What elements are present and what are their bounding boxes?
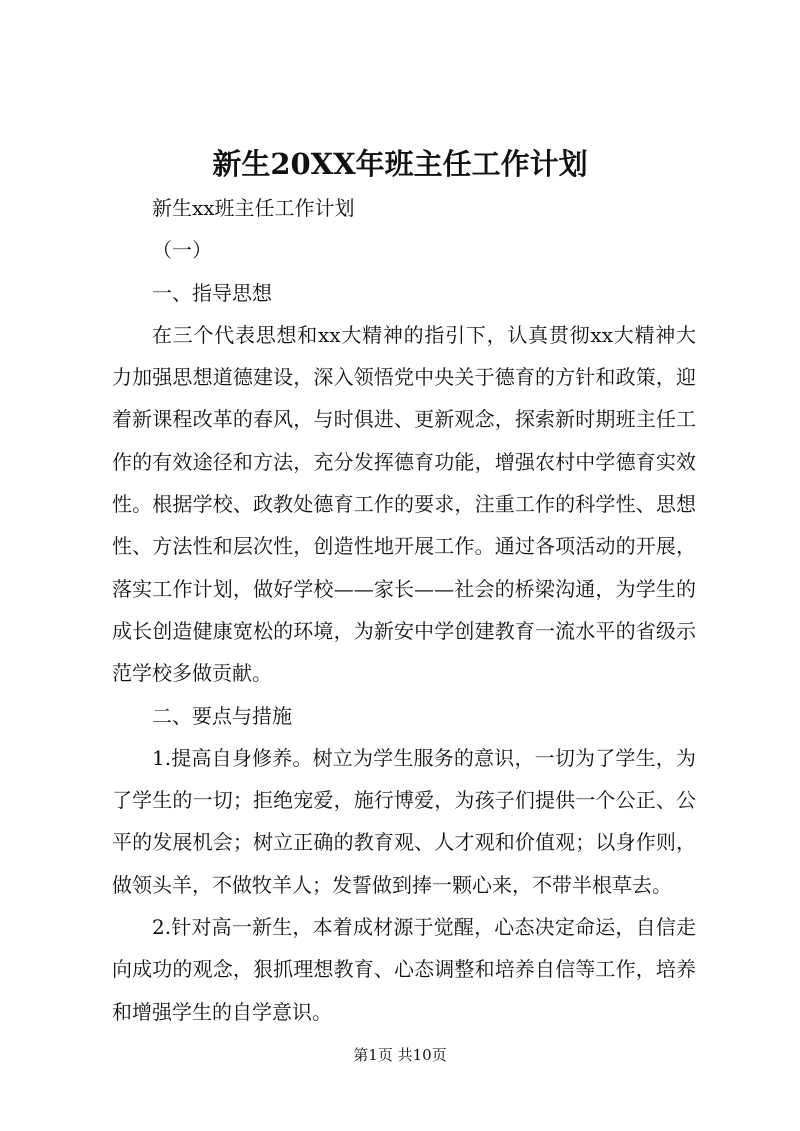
body-paragraph: 1.提高自身修养。树立为学生服务的意识，一切为了学生，为了学生的一切；拒绝宠爱，施行博爱，为孩子们提供一个公正、公平的发展机会；树立正确的教育观、人才观和价值观；以身作则，做领头羊，不做牧羊人；发誓做到捧一颗心来，不带半根草去。 bbox=[112, 745, 696, 897]
section-number-paragraph: （一） bbox=[152, 238, 212, 263]
subtitle-paragraph: 新生xx班主任工作计划 bbox=[152, 196, 355, 220]
body-paragraph: 2.针对高一新生，本着成材源于觉醒，心态决定命运，自信走向成功的观念，狠抓理想教育、心态调整和培养自信等工作，培养和增强学生的自学意识。 bbox=[112, 915, 696, 1024]
heading-guiding-ideology: 一、指导思想 bbox=[152, 280, 272, 305]
document-body bbox=[112, 187, 696, 1033]
document-title: 新生20XX年班主任工作计划 bbox=[212, 147, 588, 181]
page-number-footer: 第1页 共10页 bbox=[353, 1046, 447, 1064]
heading-key-points: 二、要点与措施 bbox=[152, 703, 292, 728]
body-paragraph: 在三个代表思想和xx大精神的指引下，认真贯彻xx大精神大力加强思想道德建设，深入领悟党中央关于德育的方针和政策，迎着新课程改革的春风，与时俱进、更新观念，探索新时期班主任工作的有效途径和方法，充分发挥德育功能，增强农村中学德育实效性。根据学校、政教处德育工作的要求，注重工作的科学性、思想性、方法性和层次性，创造性地开展工作。通过各项活动的开展，落实工作计划，做好学校——家长——社会的桥梁沟通，为学生的成长创造健康宽松的环境，为新安中学创建教育一流水平的省级示范学校多做贡献。 bbox=[112, 322, 696, 686]
